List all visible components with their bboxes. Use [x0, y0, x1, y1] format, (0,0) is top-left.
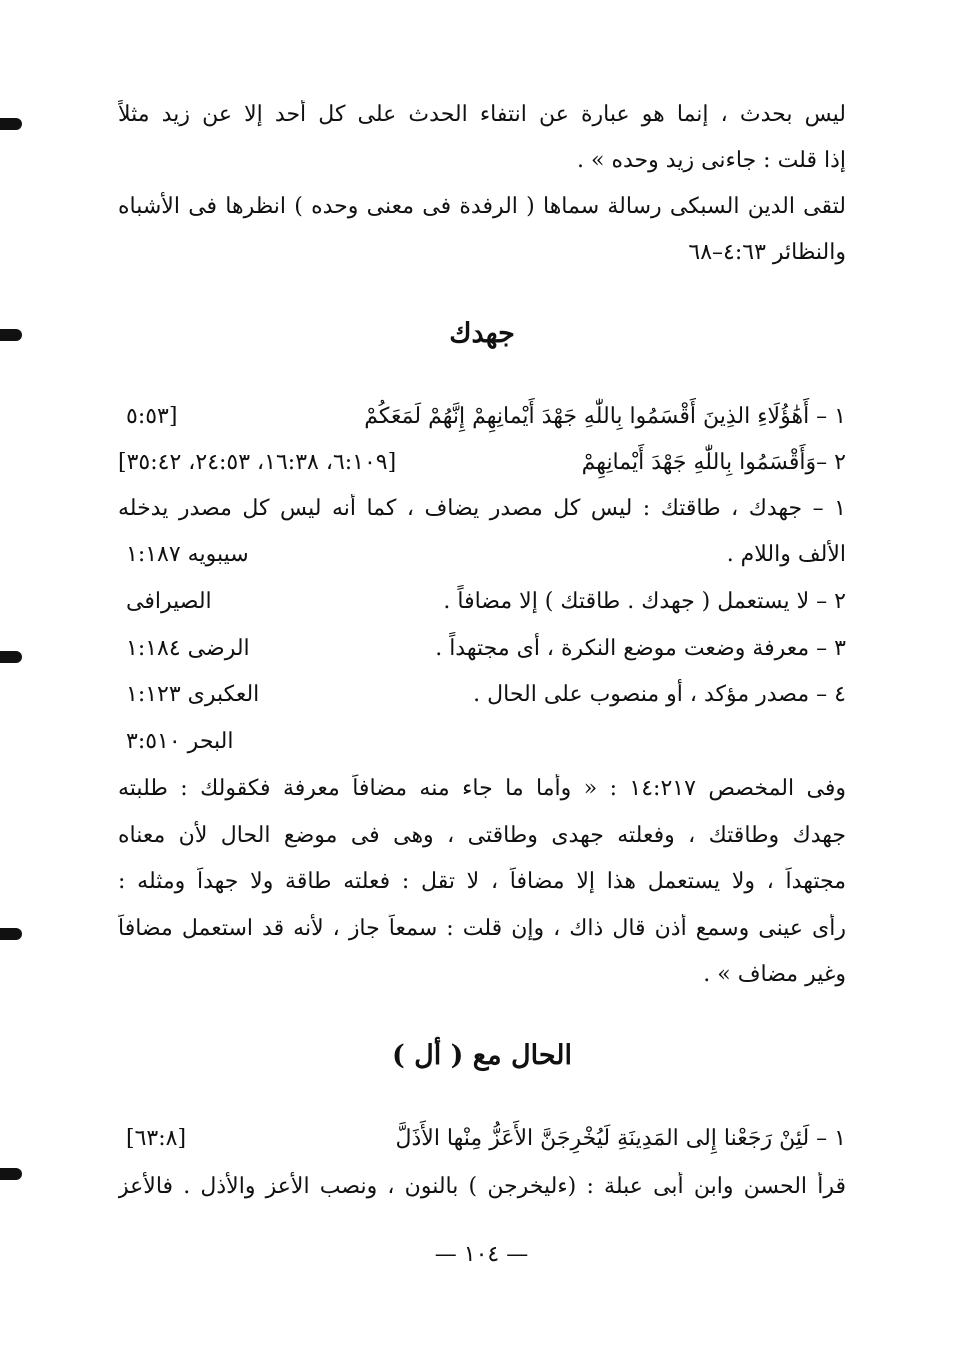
quote-line: مجتهداً ، ولا يستعمل هذا إلا مضافاً ، لا تقل : فعلته طاقة ولا جهداً ومثله : — [118, 869, 846, 894]
note-ref: العكبرى ١:١٢٣ — [126, 682, 260, 707]
note-text: ٤ – مصدر مؤكد ، أو منصوب على الحال . — [473, 682, 846, 707]
verse-row — [118, 402, 846, 434]
verse-row — [118, 448, 846, 480]
intro-line: لتقى الدين السبكى رسالة سماها ( الرفدة فى معنى وحده ) انظرها فى الأشباه — [118, 194, 846, 219]
verse-text: ١ – أَهَٰؤُلَاءِ الذِينَ أَقْسَمُوا بِاللّٰهِ جَهْدَ أَيْمانِهِمْ إِنَّهُمْ لَمَعَكُمْ — [364, 404, 846, 429]
note-ref: الصيرافى — [126, 589, 212, 614]
verse-ref: [٦:١٠٩، ١٦:٣٨، ٢٤:٥٣، ٣٥:٤٢] — [118, 450, 397, 475]
section-title: الحال مع ( أل ) — [391, 1040, 573, 1071]
note-line: ١ – جهدك ، طاقتك : ليس كل مصدر يضاف ، كما أنه ليس كل مصدر يدخله — [118, 496, 846, 521]
verse-text: ٢ –وَأَقْسَمُوا بِاللّٰهِ جَهْدَ أَيْمانِهِمْ — [581, 450, 846, 475]
binding-mark — [0, 651, 22, 663]
intro-line: والنظائر ٤:٦٣–٦٨ — [688, 240, 846, 265]
section-title: جهدك — [449, 318, 515, 349]
binding-mark — [0, 928, 22, 940]
note-ref: البحر ٣:٥١٠ — [126, 729, 234, 754]
binding-mark — [0, 118, 22, 130]
note-row — [118, 587, 846, 619]
quote-line: وفى المخصص ١٤:٢١٧ : « وأما ما جاء منه مضافاً معرفة فكقولك : طلبته — [118, 776, 846, 801]
note-row — [118, 680, 846, 712]
verse-ref: [٦٣:٨] — [126, 1126, 187, 1151]
verse-text: ١ – لَئِنْ رَجَعْنا إِلى المَدِينَةِ لَيُخْرِجَنَّ الأَعَزُّ مِنْها الأَذَلَّ — [395, 1126, 846, 1151]
note-text: ٣ – معرفة وضعت موضع النكرة ، أى مجتهداً . — [435, 636, 846, 661]
quote-line: وغير مضاف » . — [703, 962, 846, 987]
binding-mark — [0, 329, 22, 341]
intro-line: ليس بحدث ، إنما هو عبارة عن انتفاء الحدث على كل أحد إلا عن زيد مثلاً — [118, 102, 846, 127]
verse-ref: [٥:٥٣ — [126, 404, 178, 429]
body-line: قرأ الحسن وابن أبى عبلة : (ءليخرجن ) بالنون ، ونصب الأعز والأذل . فالأعز — [118, 1174, 846, 1199]
note-text: الألف واللام . — [726, 542, 846, 567]
quote-line: رأى عينى وسمع أذن قال ذاك ، وإن قلت : سمعاً جاز ، لأنه قد استعمل مضافاً — [118, 916, 846, 941]
note-row — [118, 727, 846, 759]
note-row — [118, 634, 846, 666]
binding-mark — [0, 1168, 22, 1180]
note-text: ٢ – لا يستعمل ( جهدك . طاقتك ) إلا مضافاً . — [443, 589, 846, 614]
quote-line: جهدك وطاقتك ، وفعلته جهدى وطاقتى ، وهى فى موضع الحال لأن معناه — [118, 823, 846, 848]
note-ref: الرضى ١:١٨٤ — [126, 636, 250, 661]
page-number: — ١٠٤ — — [434, 1242, 529, 1267]
intro-line: إذا قلت : جاءنى زيد وحده » . — [577, 148, 846, 173]
verse-row — [118, 1124, 846, 1156]
note-row — [118, 540, 846, 572]
note-ref: سيبويه ١:١٨٧ — [126, 542, 249, 567]
